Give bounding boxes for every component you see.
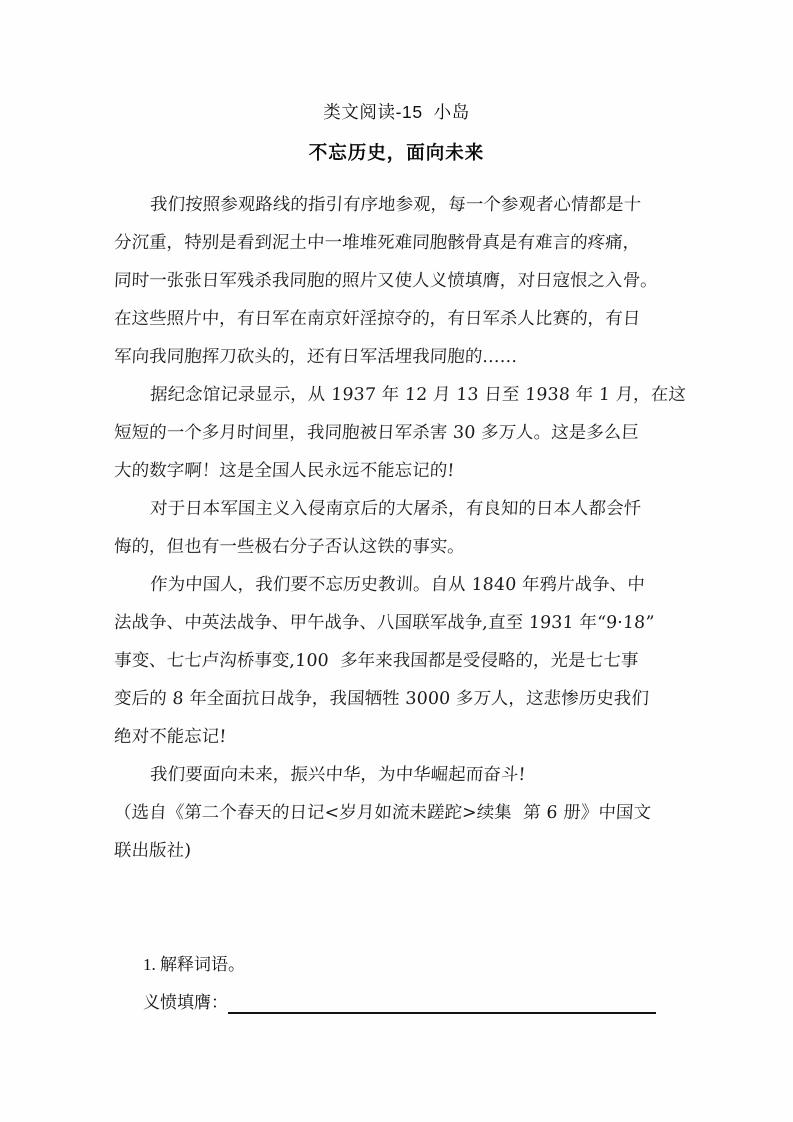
question-prompt: 1. 解释词语。 (143, 955, 245, 974)
answer-row (113, 984, 693, 1022)
passage-line: 法战争、中英法战争、甲午战争、八国联军战争,直至 1931 年“9·18” (113, 613, 655, 633)
passage-heading: 不忘历史，面向未来 (308, 142, 485, 163)
passage-line: 对于日本军国主义入侵南京后的大屠杀，有良知的日本人都会忏 (149, 499, 642, 519)
passage-line: 短短的一个多月时间里，我同胞被日军杀害 30 多万人。这是多么巨 (113, 423, 640, 443)
passage-line: 据纪念馆记录显示，从 1937 年 12 月 13 日至 1938 年 1 月，在这 (149, 385, 687, 405)
passage-line: （选自《第二个春天的日记<岁月如流未蹉跎>续集 第 6 册》中国文 (113, 803, 652, 823)
passage-line: 军向我同胞挥刀砍头的，还有日军活埋我同胞的…… (113, 347, 519, 367)
page-title: 类文阅读-15 小岛 (323, 102, 470, 122)
passage-line: 事变、七七卢沟桥事变,100 多年来我国都是受侵略的，光是七七事 (113, 651, 639, 671)
vocabulary-term-label: 义愤填膺： (143, 993, 228, 1012)
passage-line: 悔的，但也有一些极右分子否认这铁的事实。 (113, 537, 466, 557)
passage-line: 作为中国人，我们要不忘历史教训。自从 1840 年鸦片战争、中 (149, 575, 646, 595)
passage-line: 联出版社) (113, 841, 192, 861)
passage-line: 绝对不能忘记! (113, 727, 228, 747)
passage-line: 变后的 8 年全面抗日战争，我国牺牲 3000 多万人，这悲惨历史我们 (113, 689, 650, 709)
passage-line: 我们要面向未来，振兴中华，为中华崛起而奋斗! (149, 765, 527, 785)
passage-line: 分沉重，特别是看到泥土中一堆堆死难同胞骸骨真是有难言的疼痛， (113, 233, 641, 253)
passage-line: 在这些照片中，有日军在南京奸淫掠夺的，有日军杀人比赛的，有日 (113, 309, 641, 329)
passage-body (113, 186, 685, 870)
passage-line: 同时一张张日军残杀我同胞的照片又使人义愤填膺，对日寇恨之入骨。 (113, 271, 659, 291)
answer-blank-line[interactable] (228, 1012, 656, 1014)
passage-line: 我们按照参观路线的指引有序地参观，每一个参观者心情都是十 (149, 195, 642, 215)
question-section (113, 946, 693, 1022)
passage-line: 大的数字啊！这是全国人民永远不能忘记的! (113, 461, 456, 481)
